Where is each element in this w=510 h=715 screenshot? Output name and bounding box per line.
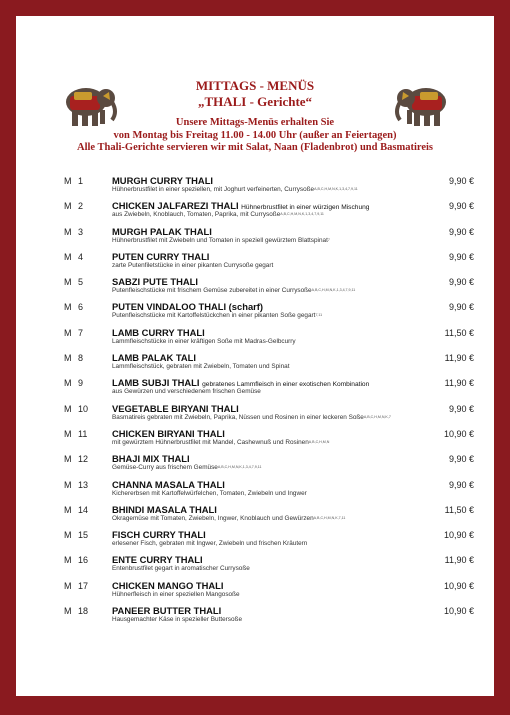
item-number: 14 xyxy=(78,504,89,515)
item-description xyxy=(112,237,330,245)
item-prefix: M xyxy=(64,378,72,389)
menu-item xyxy=(60,428,480,453)
item-desc-text: erlesener Fisch, gebraten mit Ingwer, Zwiebeln und frischen Kräutern xyxy=(112,540,308,548)
item-code xyxy=(64,454,104,464)
item-price: 9,90 € xyxy=(448,302,474,313)
item-name-line xyxy=(112,453,190,464)
item-description xyxy=(112,287,355,295)
item-description xyxy=(112,363,290,371)
item-name: CHICKEN MANGO THALI xyxy=(112,579,224,591)
item-name: LAMB CURRY THALI xyxy=(112,326,205,338)
item-desc-text: Hühnerbrustfilet mit Zwiebeln und Tomaten in speziell gewürztem Blattspinat xyxy=(112,236,328,244)
item-name-extra: Hühnerbrustfilet in einer würzigen Mischung xyxy=(241,204,370,212)
item-number: 10 xyxy=(78,403,89,414)
item-code xyxy=(64,505,104,515)
item-name-line xyxy=(112,504,217,515)
item-name-line xyxy=(112,352,196,363)
item-code xyxy=(64,581,104,591)
item-description xyxy=(112,338,296,346)
item-number: 15 xyxy=(78,530,89,541)
item-name-line xyxy=(112,554,203,565)
menu-item xyxy=(60,403,480,428)
item-desc-text: Entenbrustfilet gegart in aromatischer Currysoße xyxy=(112,565,250,573)
item-price: 9,90 € xyxy=(448,226,474,237)
item-name: ENTE CURRY THALI xyxy=(112,554,203,566)
item-price: 10,90 € xyxy=(443,428,474,439)
item-number: 8 xyxy=(78,353,84,364)
item-prefix: M xyxy=(64,403,72,414)
item-name-line xyxy=(112,580,223,591)
intro-text xyxy=(16,117,494,155)
menu-item xyxy=(60,327,480,352)
item-code xyxy=(64,252,104,262)
item-name: MURGH CURRY THALI xyxy=(112,175,214,186)
item-name-line xyxy=(112,251,209,262)
menu-item xyxy=(60,352,480,377)
item-allergens: A,B,C,H,M,N,K,7,11 xyxy=(313,515,346,520)
item-number: 17 xyxy=(78,580,89,591)
item-prefix: M xyxy=(64,201,72,212)
item-price: 10,90 € xyxy=(443,580,474,591)
item-allergens: A,B,C,H,M,N,K,1,3,4,7,9,11 xyxy=(280,212,324,217)
item-name-line xyxy=(112,529,206,540)
item-price: 9,90 € xyxy=(448,277,474,288)
item-allergens: A,B,C,H,M,N,K,1,3,4,7,9,11 xyxy=(311,288,356,293)
item-code xyxy=(64,606,104,616)
item-code xyxy=(64,176,104,186)
item-code xyxy=(64,328,104,338)
item-price: 11,90 € xyxy=(444,378,474,389)
menu-item xyxy=(60,226,480,251)
item-description xyxy=(112,490,307,498)
menu-item xyxy=(60,301,480,326)
menu-item xyxy=(60,377,480,402)
menu-item xyxy=(60,580,480,605)
menu-item xyxy=(60,529,480,554)
item-name: BHAJI MIX THALI xyxy=(112,453,190,465)
item-name-line xyxy=(112,403,239,414)
menu-item xyxy=(60,453,480,478)
item-name: CHICKEN BIRYANI THALI xyxy=(112,427,225,439)
item-name-line xyxy=(112,428,225,439)
item-name-line xyxy=(112,327,205,338)
item-name-line xyxy=(112,605,221,616)
item-description xyxy=(112,312,322,320)
item-name: MURGH PALAK THALI xyxy=(112,225,212,237)
item-description xyxy=(112,464,262,472)
page-subtitle: „THALI - Gerichte“ xyxy=(197,94,313,109)
item-code xyxy=(64,353,104,363)
item-name: LAMB SUBJI THALI xyxy=(112,377,200,389)
item-description xyxy=(112,540,307,548)
item-name-line xyxy=(112,301,263,312)
item-price: 10,90 € xyxy=(443,606,474,617)
item-price: 9,90 € xyxy=(448,201,474,212)
item-name-line xyxy=(112,377,369,388)
item-price: 11,50 € xyxy=(444,327,474,338)
intro-line: Alle Thali-Gerichte servieren wir mit Salat, Naan (Fladenbrot) und Basmatireis xyxy=(76,142,433,153)
item-allergens: A,B,C,H,M,N,K,1,3,4,7,9,11 xyxy=(314,187,358,191)
item-code xyxy=(64,227,104,237)
item-desc-text: Lammfleischstück, gebraten mit Zwiebeln, Tomaten und Spinat xyxy=(112,363,290,371)
item-prefix: M xyxy=(64,580,72,591)
item-description xyxy=(112,616,242,624)
menu-page xyxy=(16,16,494,696)
item-desc-text: Okragemüse mit Tomaten, Zwiebeln, Ingwer, Knoblauch und Gewürzen xyxy=(112,514,314,522)
item-price: 11,90 € xyxy=(444,353,474,364)
item-name: FISCH CURRY THALI xyxy=(112,529,206,541)
item-prefix: M xyxy=(64,277,72,288)
page-title: MITTAGS - MENÜS xyxy=(195,78,315,93)
item-code xyxy=(64,555,104,565)
item-desc-text: zarte Putenfiletstücke in einer pikanten Currysoße gegart xyxy=(112,261,274,269)
item-allergens: A,B,C,H,M,N,K,7 xyxy=(363,414,391,419)
item-price: 9,90 € xyxy=(448,251,474,262)
item-name-extra: gebratenes Lammfleisch in einer exotischen Kombination xyxy=(202,381,370,389)
item-prefix: M xyxy=(64,176,72,186)
item-desc-text: aus Gewürzen und verschiedenem frischen Gemüse xyxy=(112,388,261,396)
item-number: 2 xyxy=(78,201,84,212)
item-number: 18 xyxy=(78,606,89,617)
item-desc-text: Putenfleischstücke mit frischem Gemüse zubereitet in einer Currysoße xyxy=(112,287,312,295)
menu-list xyxy=(60,175,480,630)
item-description xyxy=(112,388,261,396)
item-number: 6 xyxy=(78,302,84,313)
item-prefix: M xyxy=(64,530,72,541)
item-name: SABZI PUTE THALI xyxy=(112,276,198,288)
item-name: CHICKEN JALFAREZI THALI xyxy=(112,200,239,212)
item-desc-text: aus Zwiebeln, Knoblauch, Tomaten, Paprika, mit Currysoße xyxy=(112,211,281,219)
item-description xyxy=(112,565,250,573)
item-description xyxy=(112,515,345,523)
item-desc-text: Hausgemachter Käse in spezieller Buttersoße xyxy=(112,616,243,624)
item-description xyxy=(112,186,358,194)
item-name-line xyxy=(112,226,212,237)
item-desc-text: Hühnerfleisch in einer speziellen Mangosoße xyxy=(112,590,240,598)
item-number: 1 xyxy=(78,176,84,186)
item-name: VEGETABLE BIRYANI THALI xyxy=(112,402,239,414)
menu-item xyxy=(60,251,480,276)
item-name-line xyxy=(112,175,213,186)
item-name: BHINDI MASALA THALI xyxy=(112,503,217,515)
item-price: 9,90 € xyxy=(448,176,474,186)
item-prefix: M xyxy=(64,454,72,465)
item-desc-text: Putenfleischstücke mit Kartoffelstückchen in einer pikanten Soße gegart xyxy=(112,312,316,320)
item-allergens: 7,11 xyxy=(315,313,323,318)
item-name-line xyxy=(112,200,369,211)
item-desc-text: Gemüse-Curry aus frischem Gemüse xyxy=(112,464,218,472)
item-name: PUTEN VINDALOO THALI (scharf) xyxy=(112,301,264,313)
item-code xyxy=(64,429,104,439)
item-number: 13 xyxy=(78,479,89,490)
item-desc-text: Basmatireis gebraten mit Zwiebeln, Paprika, Nüssen und Rosinen in einer leckeren Soße xyxy=(112,413,364,421)
intro-line: von Montag bis Freitag 11.00 - 14.00 Uhr (außer an Feiertagen) xyxy=(113,129,397,141)
item-price: 9,90 € xyxy=(448,479,474,490)
item-prefix: M xyxy=(64,353,72,364)
item-desc-text: Hühnerbrustfilet in einer speziellen, mit Joghurt verfeinerten, Currysoße xyxy=(112,186,315,193)
item-code xyxy=(64,530,104,540)
item-code xyxy=(64,480,104,490)
item-code xyxy=(64,378,104,388)
item-code xyxy=(64,201,104,211)
item-prefix: M xyxy=(64,327,72,338)
item-description xyxy=(112,414,391,422)
menu-item xyxy=(60,479,480,504)
item-price: 11,50 € xyxy=(444,504,474,515)
item-number: 4 xyxy=(78,251,84,262)
item-number: 16 xyxy=(78,555,89,566)
item-code xyxy=(64,404,104,414)
intro-line: Unsere Mittags-Menüs erhalten Sie xyxy=(175,117,335,128)
item-price: 9,90 € xyxy=(448,403,474,414)
item-number: 3 xyxy=(78,226,84,237)
item-number: 5 xyxy=(78,277,84,288)
item-code xyxy=(64,302,104,312)
item-desc-text: Lammfleischstücke in einer kräftigen Soße mit Madras-Gelbcurry xyxy=(112,337,296,345)
item-number: 7 xyxy=(78,327,84,338)
item-prefix: M xyxy=(64,251,72,262)
item-prefix: M xyxy=(64,479,72,490)
menu-item xyxy=(60,504,480,529)
item-price: 10,90 € xyxy=(443,530,474,541)
item-name: CHANNA MASALA THALI xyxy=(112,478,225,490)
item-code xyxy=(64,277,104,287)
item-prefix: M xyxy=(64,302,72,313)
item-name: LAMB PALAK TALI xyxy=(112,352,197,364)
menu-item xyxy=(60,605,480,630)
item-description xyxy=(112,262,273,270)
item-prefix: M xyxy=(64,226,72,237)
menu-item xyxy=(60,276,480,301)
item-price: 9,90 € xyxy=(448,454,474,465)
item-prefix: M xyxy=(64,504,72,515)
item-allergens: 7 xyxy=(327,237,330,242)
item-price: 11,90 € xyxy=(444,555,474,566)
item-name-line xyxy=(112,479,225,490)
item-name: PANEER BUTTER THALI xyxy=(112,605,222,617)
menu-item xyxy=(60,554,480,579)
item-prefix: M xyxy=(64,606,72,617)
item-desc-text: Kichererbsen mit Kartoffelwürfelchen, Tomaten, Zwiebeln und Ingwer xyxy=(112,489,307,497)
item-name: PUTEN CURRY THALI xyxy=(112,250,210,262)
item-number: 12 xyxy=(78,454,89,465)
item-name-line xyxy=(112,276,198,287)
item-allergens: A,B,C,H,M,N,K,1,3,4,7,9,11 xyxy=(217,465,262,470)
item-description xyxy=(112,439,329,447)
item-prefix: M xyxy=(64,428,72,439)
item-description xyxy=(112,211,324,219)
menu-item xyxy=(60,200,480,225)
item-prefix: M xyxy=(64,555,72,566)
item-desc-text: mit gewürztem Hühnerbrustfilet mit Mandel, Cashewnuß und Rosinen xyxy=(112,438,309,446)
menu-item xyxy=(60,175,480,200)
item-number: 9 xyxy=(78,378,84,389)
item-number: 11 xyxy=(78,428,88,439)
item-allergens: A,B,C,H,M,N xyxy=(308,439,330,444)
item-description xyxy=(112,591,240,599)
